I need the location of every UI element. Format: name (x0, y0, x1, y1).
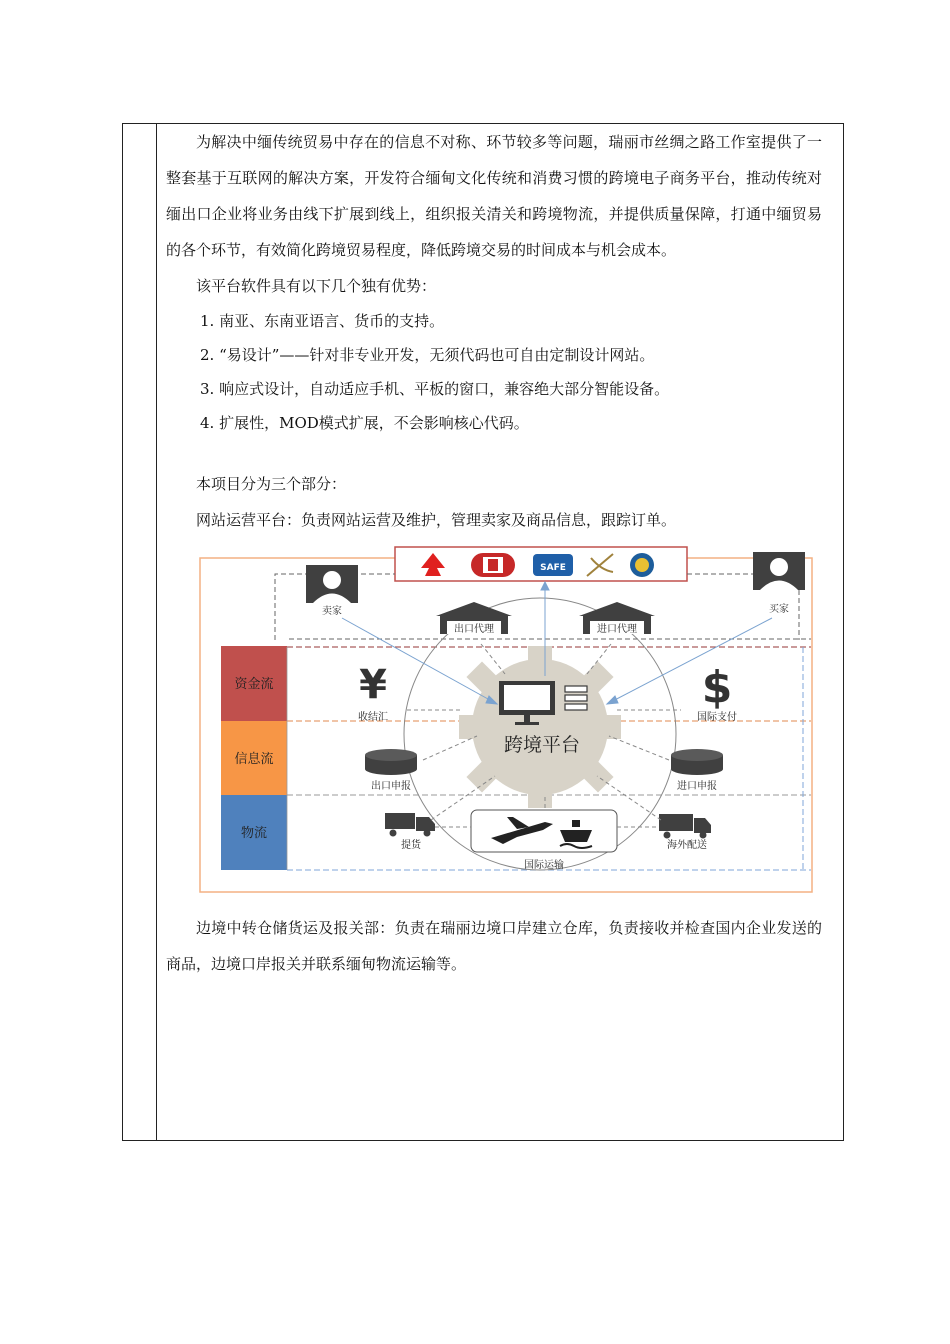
table-column-divider (156, 123, 157, 1141)
inspection-logo-icon (630, 553, 654, 577)
yen-icon: ¥ (359, 662, 387, 708)
export-agent-label: 出口代理 (454, 624, 494, 635)
import-declare-database-icon (671, 749, 723, 775)
advantages-intro: 该平台软件具有以下几个独有优势： (196, 277, 437, 295)
safe-label: SAFE (540, 563, 566, 573)
platform-label: 跨境平台 (503, 734, 581, 756)
safe-logo-icon (533, 554, 573, 576)
export-declare-label: 出口申报 (371, 781, 411, 792)
list-icon (565, 686, 587, 710)
buyer-avatar-icon (753, 552, 805, 590)
seller-label: 卖家 (322, 606, 342, 617)
dollar-icon: $ (701, 662, 733, 713)
settlement-label: 收结汇 (358, 712, 388, 723)
advantage-item: 3. 响应式设计，自动适应手机、平板的窗口，兼容绝大部分智能设备。 (200, 380, 670, 398)
import-declare-label: 进口申报 (677, 781, 717, 792)
advantage-item: 2. “易设计”——针对非专业开发，无须代码也可自由定制设计网站。 (200, 346, 655, 364)
part-website: 网站运营平台：负责网站运营及维护，管理卖家及商品信息，跟踪订单。 (196, 511, 677, 529)
fund-flow-label: 资金流 (234, 677, 274, 692)
pickup-label: 提货 (401, 840, 421, 851)
diagram-svg (199, 546, 813, 904)
advantage-item: 4. 扩展性，MOD模式扩展，不会影响核心代码。 (200, 414, 529, 432)
parts-intro: 本项目分为三个部分： (196, 475, 347, 493)
advantage-item: 1. 南亚、东南亚语言、货币的支持。 (200, 312, 445, 330)
buyer-label: 买家 (769, 604, 789, 615)
logistics-label: 物流 (240, 826, 268, 841)
customs-logo-icon (471, 553, 515, 577)
overseas-delivery-label: 海外配送 (667, 840, 707, 851)
export-declare-database-icon (365, 749, 417, 775)
info-flow-label: 信息流 (234, 752, 274, 767)
intl-payment-label: 国际支付 (697, 712, 737, 723)
part-warehouse: 边境中转仓储货运及报关部：负责在瑞丽边境口岸建立仓库，负责接收并检查国内企业发送的商品，边境口岸报关并联系缅甸物流运输等。 (166, 919, 822, 973)
intl-transport-box (471, 810, 617, 852)
cross-border-diagram (199, 546, 813, 904)
seller-avatar-icon (306, 565, 358, 603)
intl-transport-label: 国际运输 (524, 860, 564, 871)
import-agent-label: 进口代理 (597, 624, 637, 635)
document-content (166, 124, 822, 982)
intro-paragraph: 为解决中缅传统贸易中存在的信息不对称、环节较多等问题，瑞丽市丝绸之路工作室提供了一整套基于互联网的解决方案，开发符合缅甸文化传统和消费习惯的跨境电子商务平台，推动传统对缅出口企业将业务由线下扩展到线上，组织报关清关和跨境物流，并提供质量保障，打通中缅贸易的各个环节，有效简化跨境贸易程度，降低跨境交易的时间成本与机会成本。 (166, 133, 822, 259)
